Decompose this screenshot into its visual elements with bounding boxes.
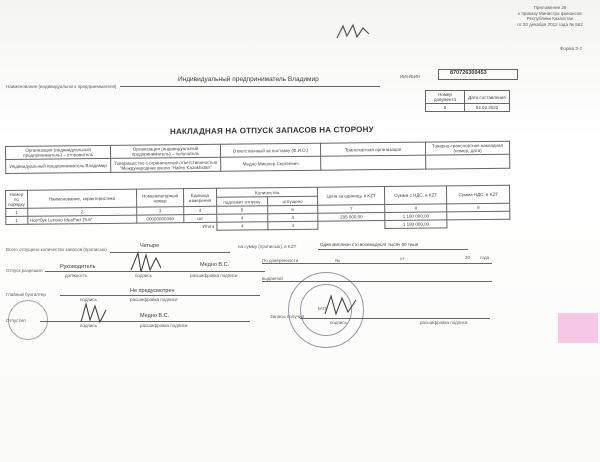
sum-words-underline — [318, 249, 468, 250]
total-sum: 1 180 000,00 — [385, 220, 448, 229]
sub-decode: расшифровка подписи — [130, 297, 178, 302]
header-note-line: от 20 декабря 2012 года № 562 — [517, 21, 583, 27]
stamp-label: М.П. — [318, 306, 328, 311]
total-qty1: 4 — [217, 222, 268, 231]
org-prefix: Наименование (индивидуального предпринимателя) — [6, 84, 117, 89]
doc-date-value: 04.02.2022 — [465, 104, 510, 112]
col-number: 4 — [184, 206, 217, 214]
row-num: 1 — [6, 216, 28, 224]
sub-decode: расшифровка подписи — [140, 323, 188, 328]
org-name: Индивидуальный предприниматель Владимир — [178, 76, 319, 83]
poa-line — [262, 263, 492, 264]
doc-num-label: Номер документа — [426, 91, 465, 104]
poa-label: По доверенности — [262, 258, 299, 263]
total-label: Итого — [202, 224, 215, 230]
permitted-position: Руководитель — [60, 264, 96, 270]
doc-number-table — [425, 90, 510, 112]
permitted-label: Отпуск разрешил — [6, 268, 43, 273]
party-value: Товарищество с ограниченной ответственностью "Международная школа "Hailey Kazakhstan" — [111, 157, 221, 172]
handwritten-mark — [335, 22, 375, 44]
parties-table — [5, 141, 510, 174]
doc-num-value: 5 — [426, 104, 465, 112]
poa-year-suffix: года — [480, 255, 490, 260]
col-qty-sub: подлежит отпуску — [216, 197, 267, 207]
col-number: 5 — [217, 206, 268, 215]
released-total-label: Всего отпущено количество запасов (прописью) — [6, 247, 107, 252]
party-header: Организация (индивидуальный предприниматель) – отправитель — [6, 145, 111, 159]
row-qty1: 4 — [217, 214, 268, 223]
party-value: Медно Мишлер Сергеевич — [221, 156, 321, 171]
accountant-line — [60, 295, 260, 296]
items-table — [5, 185, 510, 233]
sub-position: должность — [65, 273, 88, 278]
col-qty: Количество — [216, 187, 318, 197]
party-value: Индивидуальный предприниматель Владимир — [6, 158, 111, 173]
permitted-name: Медно В.С. — [200, 262, 230, 268]
signature-mark — [128, 250, 164, 276]
released-line — [40, 321, 250, 322]
row-qty2: 4 — [267, 213, 318, 222]
doc-date-label: Дата составления — [465, 91, 510, 104]
poa-year: 20 — [465, 255, 471, 260]
issued-label: выданной — [262, 276, 283, 281]
header-note-line: Приложение 26 — [533, 5, 567, 10]
sum-words-label: на сумму (прописью), в KZT — [238, 244, 297, 249]
form-number: Форма З-2 — [560, 46, 582, 51]
poa-no: № — [335, 258, 340, 263]
col-unit: Единица измерения — [183, 188, 216, 206]
party-header: Организация (индивидуальный предприниматель) – получатель — [110, 144, 220, 158]
sub-decode: расшифровка подписи — [190, 273, 238, 278]
col-number: 7 — [318, 205, 385, 214]
pink-mark — [558, 313, 598, 343]
row-price: 295 000,00 — [318, 213, 385, 222]
total-vat — [447, 219, 510, 228]
party-value — [426, 154, 510, 169]
issued-line — [262, 281, 492, 282]
header-note-line: к приказу Министра финансов — [518, 10, 582, 16]
iin-label: ИИН/БИН — [400, 74, 421, 79]
col-number: 9 — [447, 203, 510, 212]
received-label: Запасы получил — [270, 314, 305, 319]
row-sum: 1 180 000,00 — [385, 212, 448, 221]
col-price: Цена за единицу, в KZT — [318, 187, 385, 206]
col-vat: Сумма НДС, в KZT — [447, 185, 510, 204]
col-qty-sub: отпущено — [267, 196, 318, 206]
row-unit: шт — [184, 214, 217, 222]
seal-stamp-left — [8, 300, 48, 340]
accountant-label: Главный бухгалтер — [6, 292, 46, 297]
col-number: 3 — [137, 207, 184, 215]
party-header: Товарно-транспортная накладная (номер, дата) — [425, 141, 509, 155]
row-code: 00000000340 — [137, 215, 184, 223]
accountant-name: Не предусмотрен — [130, 288, 175, 294]
col-number: 6 — [267, 205, 318, 214]
org-underline — [120, 86, 380, 87]
col-number: 2 — [27, 207, 136, 216]
document-title: НАКЛАДНАЯ НА ОТПУСК ЗАПАСОВ НА СТОРОНУ — [169, 124, 374, 137]
header-note-line: Республики Казахстан — [526, 16, 574, 21]
total-qty2: 4 — [267, 221, 318, 230]
sub-sign: подпись — [330, 320, 348, 325]
col-number: 8 — [385, 204, 448, 213]
signature-mark — [322, 290, 360, 320]
sum-words: Один миллион сто восемьдесят тысяч 00 тиын — [320, 242, 419, 247]
col-code: Номенклатурный номер — [136, 189, 183, 207]
col-name: Наименование, характеристика — [27, 189, 136, 208]
sub-sign: подпись — [80, 323, 98, 328]
iin-value: 870726300453 — [450, 70, 487, 76]
row-name: Ноутбук Lenovo IdeaPad 15.6" — [27, 215, 136, 224]
col-sum: Сумма с НДС, в KZT — [384, 186, 447, 205]
released-label: Отпустил — [6, 318, 26, 323]
sub-sign: подпись — [80, 297, 98, 302]
header-note — [505, 5, 595, 27]
party-value — [321, 155, 426, 170]
sub-sign: подпись — [135, 273, 153, 278]
party-header: Транспортная организация — [320, 142, 425, 156]
released-name: Медно В.С. — [140, 313, 170, 319]
party-header: Ответственный за поставку (Ф.И.О.) — [220, 143, 320, 157]
col-number: 1 — [6, 208, 28, 216]
sub-decode: расшифровка подписи — [420, 320, 468, 325]
released-total-words: Четыре — [140, 243, 160, 249]
col-num: Номер по порядку — [6, 190, 28, 208]
total-price — [318, 221, 385, 230]
poa-from: от — [400, 256, 405, 261]
signature-mark — [78, 300, 110, 326]
